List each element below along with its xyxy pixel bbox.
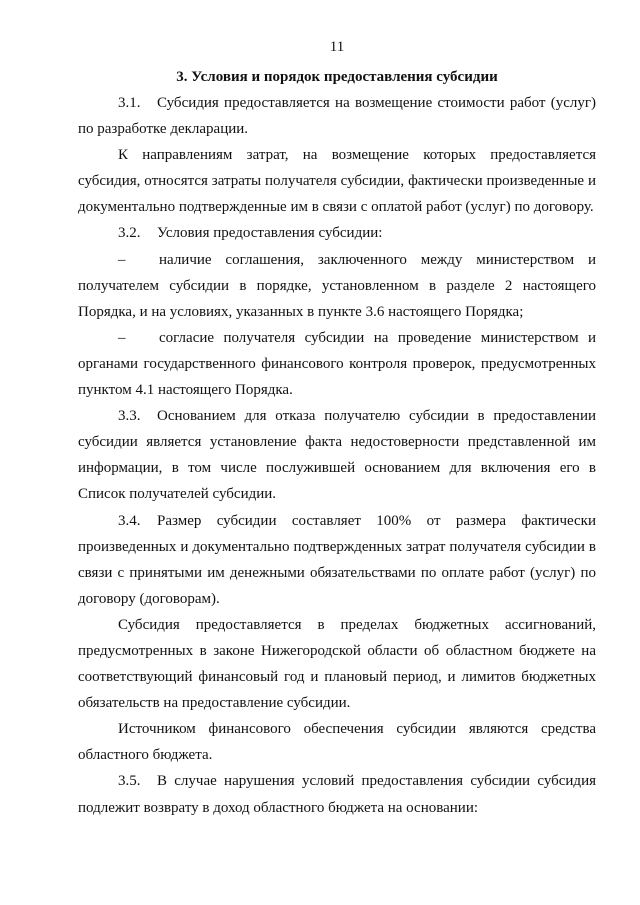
- paragraph-3-1: [78, 90, 596, 142]
- clause-number: 3.4.: [118, 512, 141, 529]
- paragraph-3-5: [78, 768, 596, 820]
- paragraph-3-3: [78, 403, 596, 507]
- list-item-consent: [78, 325, 596, 403]
- paragraph-3-2: [78, 220, 596, 246]
- paragraph-3-4: [78, 508, 596, 612]
- paragraph-text: наличие соглашения, заключенного между министерством и получателем субсидии в порядке, установленном в разделе 2 настоящего Порядка, и на условиях, указанных в пункте 3.6 настоящего Порядка;: [78, 251, 596, 320]
- paragraph-text: согласие получателя субсидии на проведение министерством и органами государственного финансового контроля проверок, предусмотренных пунктом 4.1 настоящего Порядка.: [78, 329, 596, 399]
- paragraph-funding-source: [78, 716, 596, 768]
- paragraph-text: Субсидия предоставляется в пределах бюджетных ассигнований, предусмотренных в законе Нижегородской области об областном бюджете на соответствующий финансовый год и плановый период, и лимитов бюджетных обязательств на предоставление субсидии.: [78, 616, 596, 712]
- page-number: 11: [329, 39, 345, 55]
- paragraph-budget-limits: [78, 612, 596, 716]
- list-item-agreement: [78, 247, 596, 325]
- paragraph-text: В случае нарушения условий предоставления субсидии субсидия подлежит возврату в доход областного бюджета на основании:: [78, 773, 596, 816]
- dash-bullet: –: [118, 329, 126, 346]
- clause-number: 3.2.: [118, 225, 141, 242]
- clause-number: 3.5.: [118, 773, 141, 790]
- document-page: [78, 34, 596, 821]
- paragraph-text: Субсидия предоставляется на возмещение стоимости работ (услуг) по разработке декларации.: [78, 95, 596, 138]
- paragraph-text: Размер субсидии составляет 100% от размера фактически произведенных и документально подтвержденных затрат получателя субсидии в связи с принятыми им денежными обязательствами по оплате работ (услуг) по договору (договорам).: [78, 512, 596, 607]
- section-title: 3. Условия и порядок предоставления субсидии: [176, 69, 498, 85]
- paragraph-text: Источником финансового обеспечения субсидии являются средства областного бюджета.: [78, 721, 596, 764]
- paragraph-text: К направлениям затрат, на возмещение которых предоставляется субсидия, относятся затраты получателя субсидии, фактически произведенные и документально подтвержденные им в связи с оплатой работ (услуг) по договору.: [78, 147, 596, 216]
- paragraph-text: Основанием для отказа получателю субсидии в предоставлении субсидии является установление факта недостоверности представленной им информации, в том числе послужившей основанием для включения его в Список получателей субсидии.: [78, 408, 596, 503]
- dash-bullet: –: [118, 251, 126, 268]
- clause-number: 3.3.: [118, 408, 141, 425]
- clause-number: 3.1.: [118, 95, 141, 111]
- paragraph-cost-directions: [78, 142, 596, 220]
- paragraph-text: Условия предоставления субсидии:: [157, 225, 383, 242]
